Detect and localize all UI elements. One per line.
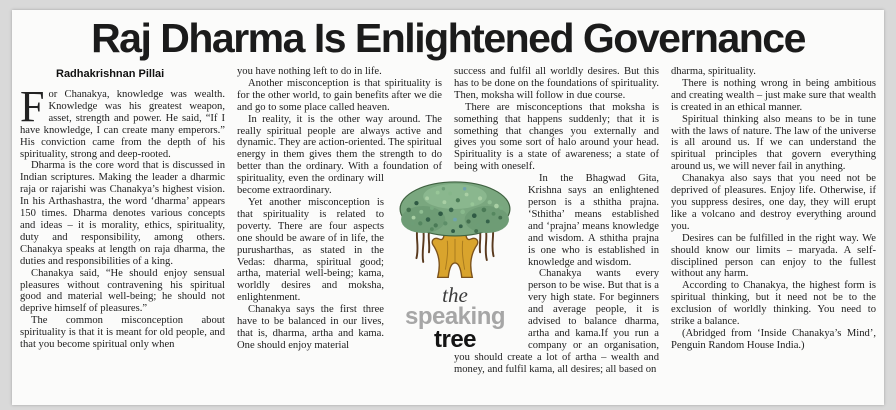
paragraph: Dharma is the core word that is discussed in Indian scriptures. Making the leader a dharmic raja or rajarishi was Chanakya’s highest vision. In his Arthashastra, the word ‘dharma’ appears 150 times. Dharma denotes various concepts and ideas – it is morality, ethics, spirituality, duty and responsibility, among others. Chanakya speaks at length on raja dharma, the duties and responsibilities of a king. [20, 160, 225, 267]
paragraph: (Abridged from ‘Inside Chanakya’s Mind’, Penguin Random House India.) [671, 327, 876, 351]
paragraph: Another misconception is that spirituality is for the other world, to gain benefits after we die and go to some place called heaven. [237, 77, 442, 113]
paragraph: success and fulfil all worldly desires. But this has to be done on the foundations of spirituality. Then, moksha will follow in due course. [454, 66, 659, 101]
column-1 [20, 66, 225, 376]
article-title: Raj Dharma Is Enlightened Governance [91, 15, 805, 61]
drop-cap: F [20, 82, 45, 131]
author-byline: Radhakrishnan Pillai [56, 68, 165, 80]
paragraph: In reality, it is the other way around. The really spiritual people are always active and dynamic. They are action-oriented. The spiritual energy in them gives them the strength to do better than the ordinary. With a foundation of spirituality, even the ordinary will become extraordinary. [237, 113, 442, 197]
paragraph-text: or Chanakya, knowledge was wealth. Knowledge was his greatest weapon, asset, strength and power. He said, “If I have knowledge, I can create many emperors.” His conviction came from the depth of his spirituality, strong and deep-rooted. [20, 89, 225, 160]
paragraph: According to Chanakya, the highest form is spiritual thinking, but it need not be to the exclusion of worldly thinking. You need to strike a balance. [671, 280, 876, 328]
paragraph: The common misconception about spirituality is that it is meant for old people, and that you become spiritual only when [20, 315, 225, 351]
paragraph: dharma, spirituality. [671, 66, 756, 77]
logo-word-tree: tree [433, 326, 477, 353]
logo-wrap-spacer-right [384, 66, 442, 344]
article-body [20, 66, 876, 376]
paragraph [20, 82, 225, 160]
paragraph: Yet another misconception is that spirituality is related to poverty. There are four aspects one should be aware of in life, the purusharthas, as stated in the Vedas: dharma, spiritual good; artha, material well-being; kama, worldly desires and moksha, enlightenment. [237, 196, 384, 304]
paragraph: Chanakya wants every person to be wise. But that is a very high state. For beginners and average people, it is advised to balance dharma, artha and kama.If you run a company or an organisation, you should create a lot of artha – wealth and money, and fulfil kama, all desires; all based on [454, 268, 659, 375]
paragraph: Desires can be fulfilled in the right way. We should know our limits – maryada. A self-disciplined person can enjoy to the fullest without any harm. [671, 232, 876, 280]
paragraph: Spiritual thinking also means to be in tune with the laws of nature. The law of the universe is all around us. If we can understand the spiritual principles that govern everything around us, we will never fail in anything. [671, 113, 876, 173]
column-3 [454, 66, 659, 376]
paragraph: In the Bhagwad Gita, Krishna says an enlightened person is a sthitha prajna. ‘Sthitha’ means established and ‘prajna’ means knowledge and wisdom. A sthitha prajna is one who is established in knowledge and wisdom. [528, 173, 659, 268]
paragraph: you have nothing left to do in life. [237, 66, 382, 77]
column-2 [237, 66, 442, 376]
paragraph: Chanakya said, “He should enjoy sensual pleasures without contravening his spiritual good and material well-being; he should not deprive himself of pleasures.” [20, 267, 225, 315]
logo-word-speaking: speaking [404, 303, 506, 330]
paragraph: Chanakya also says that you need not be deprived of pleasures. Enjoy life. Otherwise, if you suppress desires, one day, they will erupt like a volcano and destroy everything around you. [671, 173, 876, 232]
paragraph: Chanakya says the first three have to be balanced in our lives, that is, dharma, artha and kama. One should enjoy material [237, 304, 384, 351]
column-4 [671, 66, 876, 376]
article-sheet [12, 10, 884, 405]
paragraph: There is nothing wrong in being ambitious and creating wealth – just make sure that wealth is created in an ethical manner. [671, 77, 876, 113]
logo-word-the: the [442, 283, 468, 307]
paragraph: There are misconceptions that moksha is something that happens suddenly; that it is something that changes you externally and gives you some sort of halo around your head. Spirituality is a state of awareness; a state of being with oneself. [454, 101, 659, 173]
